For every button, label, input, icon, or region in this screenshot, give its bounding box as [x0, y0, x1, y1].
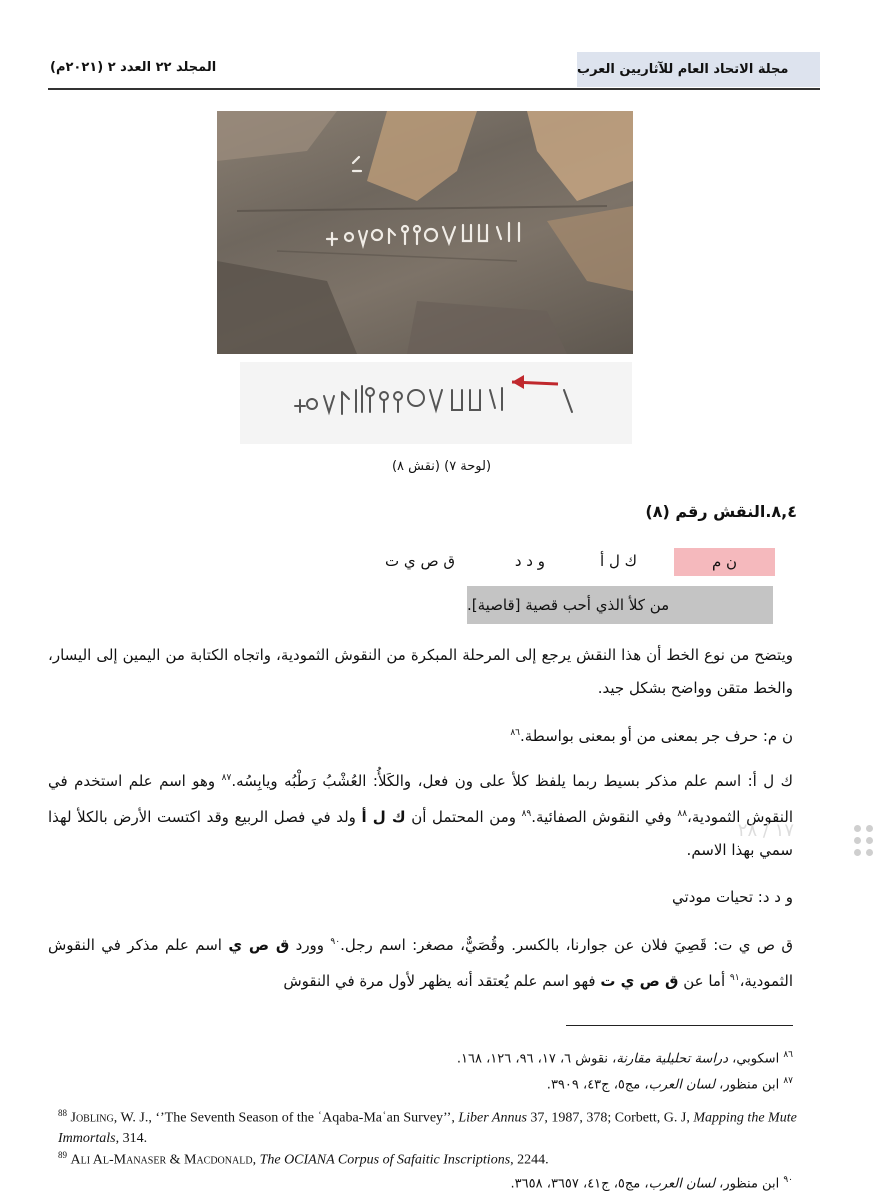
journal-title: مجلة الاتحاد العام للآثاريين العرب [577, 52, 820, 87]
fn86-title: دراسة تحليلية مقارنة [616, 1051, 728, 1067]
fn86-text-b: ، نقوش ٦، ١٧، ٩٦، ١٢٦، ١٦٨. [456, 1051, 617, 1067]
fn90-text-b: ، مج٥، ج٤١، ٣٦٥٧، ٣٦٥٨. [510, 1176, 649, 1192]
page-indicator: ١٧ / ٢٨ [737, 820, 794, 841]
p5-text-e: فهو اسم علم يُعتقد أنه يظهر لأول مرة في النقوش [283, 972, 601, 990]
p5-text-c: اسم علم مذكر في النقوش الثمودية، [48, 936, 793, 990]
fn90-text-a: ابن منظور، [715, 1176, 780, 1192]
section-heading: ٨,٤.النقش رقم (٨) [645, 502, 797, 521]
word-wdd: و د د [514, 552, 545, 570]
footnote-88 [58, 1103, 803, 1149]
word-kl: ك ل أ [600, 552, 637, 570]
volume-issue: المجلد ٢٢ العدد ٢ (٢٠٢١م) [50, 60, 217, 75]
fn87-text-a: ابن منظور، [715, 1077, 780, 1093]
fn87-number: ٨٧ [783, 1076, 793, 1086]
transliteration-row [355, 548, 775, 576]
p3-text-a: ك ل أ: اسم علم مذكر بسيط ربما يلفظ كلأ على ون فعل، والكَلأُ: العُشْبُ رَطْبُه ويابِسُه. [231, 772, 794, 790]
paragraph-kl [48, 762, 793, 867]
fn90-title: لسان العرب [648, 1176, 716, 1192]
footnote-90 [48, 1170, 793, 1194]
p5-text-a: ق ص ي ت: قَصِيَ فلان عن جوارنا، بالكسر. وقُصَيٌّ، مصغر: اسم رجل. [340, 936, 794, 954]
p3-bold-kl: ك ل أ [361, 808, 406, 826]
p5-text-d: أما عن [678, 972, 730, 990]
footnote-ref-89[interactable]: ٨٩ [521, 809, 532, 819]
footnote-ref-88[interactable]: ٨٨ [677, 809, 688, 819]
fn89-sep: , [252, 1152, 260, 1168]
grid-menu-icon[interactable] [852, 823, 878, 859]
header-rule [48, 88, 820, 90]
translation-box: من كلأ الذي أحب قصية [قاصية]. [467, 586, 773, 624]
fn87-text-b: ، مج٥، ج٤٣، ٣٩٠٩. [546, 1077, 649, 1093]
p3-text-b: وهو اسم علم استخدم في النقوش الثمودية، [48, 772, 793, 826]
p5-text-b: وورد [289, 936, 331, 954]
fn89-title: The OCIANA Corpus of Safaitic Inscriptions [259, 1152, 511, 1168]
footnote-86 [48, 1045, 793, 1069]
footnote-87 [48, 1071, 793, 1095]
p3-text-e: ولد في فصل الربيع وقد اكتست الأرض بالكلأ لهذا سمي بهذا الاسم. [48, 808, 793, 859]
footnote-rule [566, 1025, 793, 1026]
paragraph-qsyt [48, 926, 793, 998]
footnote-89 [58, 1145, 803, 1171]
figure-caption: (لوحة ٧) (نقش ٨) [391, 459, 492, 474]
footnote-ref-87[interactable]: ٨٧ [221, 773, 232, 783]
footnote-ref-86[interactable]: ٨٦ [510, 728, 520, 738]
word-qsyt: ق ص ي ت [385, 552, 455, 570]
fn88-journal: Liber Annus [458, 1110, 527, 1126]
fn87-title: لسان العرب [648, 1077, 716, 1093]
fn88-author: Jobling, W. J., [70, 1110, 156, 1126]
p5-bold-qsyt: ق ص ي ت [600, 972, 679, 990]
footnote-ref-90[interactable]: ٩٠ [330, 937, 341, 947]
fn86-number: ٨٦ [783, 1050, 793, 1060]
word-nm: ن م [674, 548, 775, 576]
p3-text-c: وفي النقوش الصفائية. [531, 808, 678, 826]
p2-text: ن م: حرف جر بمعنى من أو بمعنى بواسطة. [519, 727, 793, 745]
fn88-page: , 314. [115, 1130, 148, 1146]
paragraph-wdd: و د د: تحيات مودتي [672, 888, 793, 906]
footnote-ref-91[interactable]: ٩١ [729, 973, 740, 983]
fn89-number: 89 [58, 1150, 67, 1160]
p3-text-d: ومن المحتمل أن [405, 808, 522, 826]
paragraph-script-style: ويتضح من نوع الخط أن هذا النقش يرجع إلى المرحلة المبكرة من النقوش الثمودية، واتجاه الكتابة من اليمين إلى اليسار، والخط متقن وواضح بشكل جيد. [48, 646, 793, 697]
fn89-author: Ali Al-Manaser & Macdonald [70, 1152, 253, 1168]
fn88-rest: 37, 1987, 378; Corbett, G. J, [526, 1110, 694, 1126]
fn88-book: Mapping the Mute Immortals [58, 1110, 797, 1146]
fn90-number: ٩٠ [783, 1175, 793, 1185]
p5-bold-qsy: ق ص ي [228, 936, 290, 954]
inscription-tracing [240, 362, 632, 444]
fn86-text-a: اسكوبي، [728, 1051, 780, 1067]
paragraph-nm [48, 717, 793, 753]
fn88-article: ‘’The Seventh Season of the ʿAqaba-Maʿan Survey’’, [155, 1110, 459, 1126]
inscription-photo [217, 111, 633, 354]
fn89-page: , 2244. [510, 1152, 549, 1168]
fn88-number: 88 [58, 1108, 67, 1118]
